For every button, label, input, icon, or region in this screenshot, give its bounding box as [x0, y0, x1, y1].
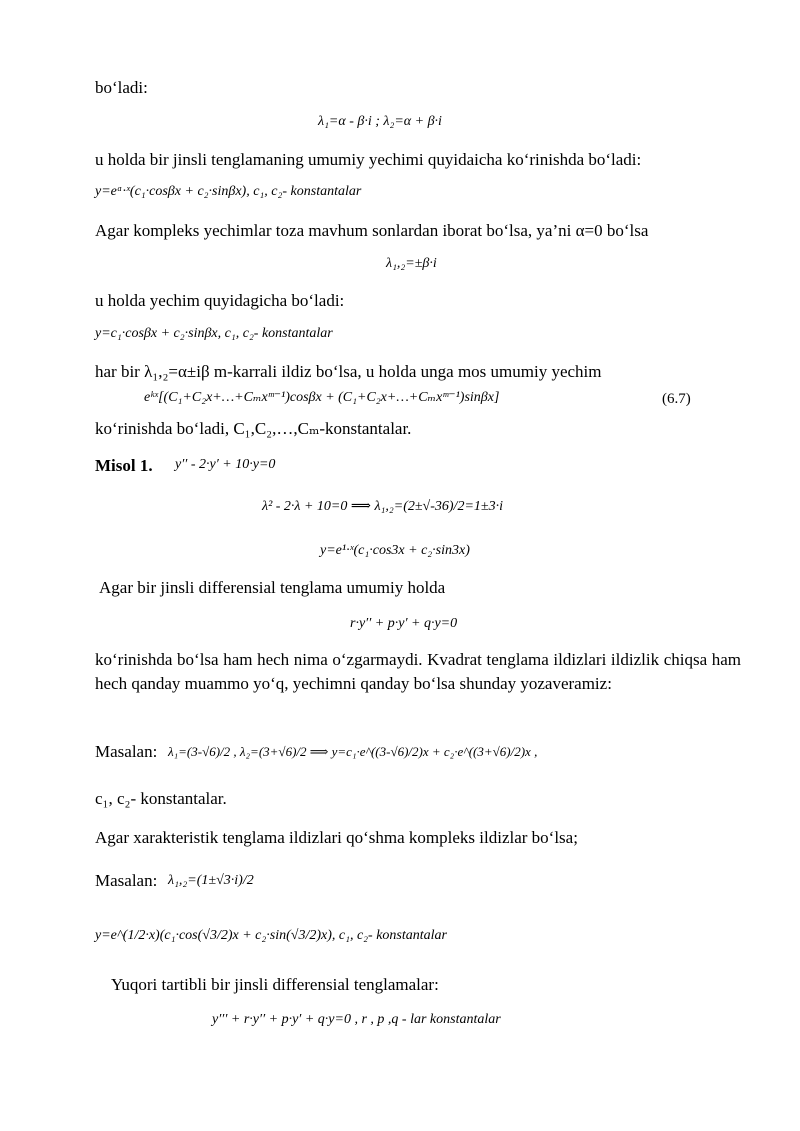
- text-line: u holda bir jinsli tenglamaning umumiy yechimi quyidaicha ko‘rinishda bo‘ladi:: [95, 150, 642, 169]
- formula-higher-order: y′′′ + r·y′′ + p·y′ + q·y=0 , r , p ,q - lar konstantalar: [212, 1012, 501, 1027]
- formula-general-form: r·y′′ + p·y′ + q·y=0: [350, 616, 458, 631]
- text-line: Agar kompleks yechimlar toza mavhum sonlardan iborat bo‘lsa, ya’ni α=0 bo‘lsa: [95, 221, 649, 240]
- formula-complex-solution: y=e^(1/2·x)(c₁·cos(√3/2)x + c₂·sin(√3/2)x), c₁, c₂- konstantalar: [95, 928, 447, 943]
- text-line: Agar bir jinsli differensial tenglama umumiy holda: [99, 578, 446, 597]
- formula-imaginary-solution: y=c₁·cosβx + c₂·sinβx, c₁, c₂- konstantalar: [95, 326, 333, 341]
- formula-multiple-roots: eᵏˣ[(C₁+C₂x+…+Cₘxᵐ⁻¹)cosβx + (C₁+C₂x+…+Cₘxᵐ⁻¹)sinβx]: [144, 390, 500, 405]
- text-line: c₁, c₂- konstantalar.: [95, 789, 227, 808]
- example-label: Masalan:: [95, 871, 158, 890]
- example-label: Masalan:: [95, 742, 158, 761]
- text-line: har bir λ₁,₂=α±iβ m-karrali ildiz bo‘lsa, u holda unga mos umumiy yechim: [95, 362, 602, 381]
- formula-pure-imaginary: λ₁,₂=±β·i: [386, 256, 437, 271]
- paragraph: ko‘rinishda bo‘lsa ham hech nima o‘zgarmaydi. Kvadrat tenglama ildizlari ildizlik chiqsa ham hech qanday muammo yo‘q, yechimni qanday bo‘lsa shunday yozaveramiz:: [95, 650, 741, 693]
- example-label: Misol 1.: [95, 456, 153, 475]
- text-line: bo‘ladi:: [95, 78, 148, 97]
- text-line: Agar xarakteristik tenglama ildizlari qo‘shma kompleks ildizlar bo‘lsa;: [95, 828, 578, 847]
- section-heading: Yuqori tartibli bir jinsli differensial tenglamalar:: [111, 975, 439, 994]
- formula-complex-roots: λ₁,₂=(1±√3·i)/2: [168, 873, 254, 888]
- formula-real-roots-example: λ₁=(3-√6)/2 , λ₂=(3+√6)/2 ⟹ y=c₁·e^((3-√6)/2)x + c₂·e^((3+√6)/2)x ,: [168, 744, 538, 759]
- formula-characteristic-equation: λ² - 2·λ + 10=0 ⟹ λ₁,₂=(2±√-36)/2=1±3·i: [262, 499, 503, 514]
- equation-number: (6.7): [662, 391, 691, 407]
- formula-example-equation: y′′ - 2·y′ + 10·y=0: [175, 457, 276, 472]
- formula-lambda-roots: λ₁=α - β·i ; λ₂=α + β·i: [318, 114, 442, 129]
- formula-example-solution: y=e¹·ˣ(c₁·cos3x + c₂·sin3x): [320, 543, 470, 558]
- formula-general-solution: y=eᵅ·ˣ(c₁·cosβx + c₂·sinβx), c₁, c₂- konstantalar: [95, 184, 362, 199]
- text-line: u holda yechim quyidagicha bo‘ladi:: [95, 291, 345, 310]
- text-line: ko‘rinishda bo‘ladi, C₁,C₂,…,Cₘ-konstantalar.: [95, 419, 412, 438]
